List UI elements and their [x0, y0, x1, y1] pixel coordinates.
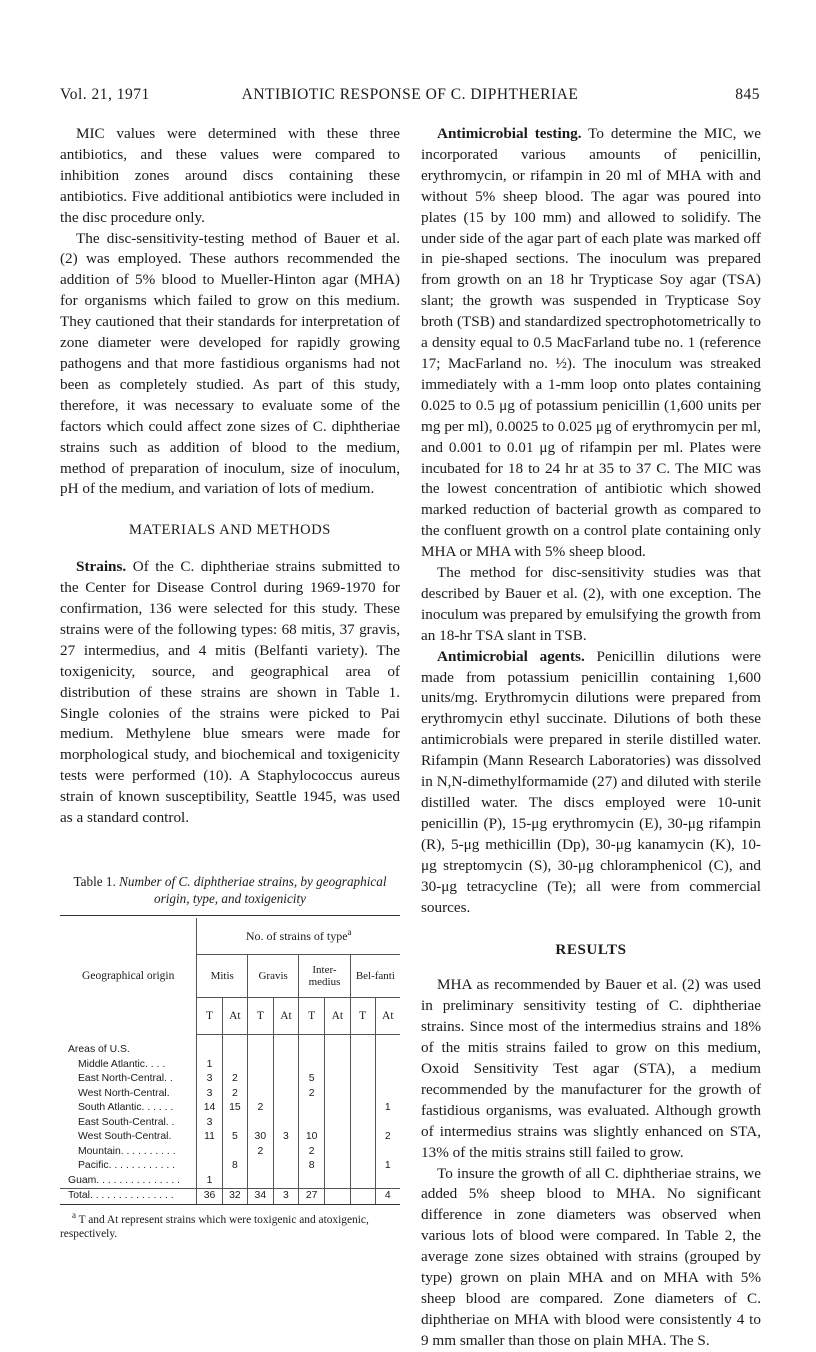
table-cell: 2	[384, 1131, 391, 1142]
strains-runin-heading: Strains.	[76, 558, 127, 576]
table-cell	[273, 1087, 299, 1102]
table-cell	[299, 1101, 325, 1116]
sub-header: At	[222, 998, 247, 1035]
table-cell	[375, 1058, 400, 1073]
table-cell: 1	[197, 1174, 222, 1189]
table-row	[60, 1159, 400, 1174]
row-origin-label: South Atlantic. . . . . .	[60, 1101, 197, 1116]
right-column	[421, 124, 761, 1352]
table-cell: 5	[299, 1072, 325, 1087]
type-mitis: Mitis	[197, 955, 248, 998]
footnote-text: T and At represent strains which were toxigenic and atoxigenic, respectively.	[60, 1213, 369, 1240]
table-cell	[350, 1116, 375, 1131]
table1-section-row	[60, 1043, 400, 1058]
strains-text: Of the C. diphtheriae strains submitted to the Center for Disease Control during 1969-1970 for confirmation, 136 were selected for this study. These strains were of the following types: 68 mitis, 37 gravis, 27 intermedius, and 4 mitis (Belfanti variety). The toxigenicity, source, and geographical area of distribution of these strains are shown in Table 1. Single colonies of the strains were picked to Pai medium. Methylene blue smears were made for morphological study, and biochemical and toxigenicity tests were performed (10). A Staphylococcus aureus strain of known susceptibility, Seattle 1945, was used as a standard control.	[60, 558, 400, 827]
table1-caption-text: Number of C. diphtheriae strains, by geographical origin, type, and toxigenicity	[115, 874, 387, 906]
table-cell	[248, 1087, 274, 1102]
areas-us-label: Areas of U.S.	[60, 1043, 197, 1058]
table-cell: 34	[248, 1189, 274, 1205]
table-cell	[197, 1145, 222, 1160]
group-footnote-mark: a	[347, 926, 352, 937]
table-cell	[299, 1058, 325, 1073]
row-origin-label: East North-Central. .	[60, 1072, 197, 1087]
table-cell	[248, 1058, 274, 1073]
table-cell	[222, 1116, 247, 1131]
table1-header-row	[60, 918, 400, 955]
table-cell	[375, 1087, 400, 1102]
sub-header: At	[325, 998, 351, 1035]
table-cell	[375, 1072, 400, 1087]
paragraph-antimicrobial-agents	[421, 647, 761, 919]
paragraph-results-2: To insure the growth of all C. diphtheriae strains, we added 5% sheep blood to MHA. No significant difference in zone diameters was observed when various lots of blood were compared. In Table 2, the average zone sizes obtained with strains (grouped by type) grown on plain MHA and on MHA with 5% sheep blood are compared. Zone diameters of C. diphtheriae on MHA with blood were consistently 4 to 9 mm smaller than those on plain MHA. The S.	[421, 1164, 761, 1349]
sub-header: T	[350, 998, 375, 1035]
table-cell	[325, 1174, 351, 1189]
table-cell: 2	[299, 1087, 325, 1102]
table-cell: 3	[273, 1130, 299, 1145]
table-cell	[350, 1189, 375, 1205]
table-cell	[222, 1174, 247, 1189]
table-cell	[325, 1101, 351, 1116]
table-row-guam	[60, 1174, 400, 1189]
table-cell	[350, 1174, 375, 1189]
table-cell	[197, 1159, 222, 1174]
table-row	[60, 1116, 400, 1131]
footnote-mark: a	[72, 1209, 76, 1220]
row-origin-label: Pacific. . . . . . . . . . . .	[60, 1159, 197, 1174]
table-cell	[248, 1072, 274, 1087]
origin-column-header: Geographical origin	[60, 918, 197, 1035]
table-cell	[273, 1058, 299, 1073]
table1-caption	[60, 873, 400, 907]
table-cell	[273, 1159, 299, 1174]
paragraph-disc-sensitivity: The method for disc-sensitivity studies was that described by Bauer et al. (2), with one exception. The inoculum was prepared by emulsifying the growth from an 18-hr TSA slant in TSB.	[421, 564, 761, 644]
table-cell: 15	[222, 1101, 247, 1116]
table-cell: 27	[299, 1189, 325, 1205]
type-gravis: Gravis	[248, 955, 299, 998]
row-origin-label: Middle Atlantic. . . .	[60, 1058, 197, 1073]
table-cell	[222, 1058, 247, 1073]
table-cell	[248, 1159, 274, 1174]
table-cell	[325, 1130, 351, 1145]
table-cell: 3	[197, 1116, 222, 1131]
row-origin-label: West South-Central.	[60, 1130, 197, 1145]
table-row	[60, 1058, 400, 1073]
table-row	[60, 1145, 400, 1160]
table-cell: 14	[197, 1101, 222, 1116]
table-cell: 2	[222, 1072, 247, 1087]
table-cell: 5	[222, 1130, 247, 1145]
table-cell: 11	[197, 1130, 222, 1145]
type-belfanti: Bel-fanti	[350, 955, 400, 998]
table-cell	[248, 1174, 274, 1189]
table-cell	[350, 1072, 375, 1087]
table-cell	[325, 1145, 351, 1160]
table-cell	[375, 1116, 400, 1131]
table-row	[60, 1130, 400, 1145]
table-cell: 2	[248, 1101, 274, 1116]
materials-methods-heading: MATERIALS AND METHODS	[129, 522, 331, 539]
table-cell	[375, 1174, 400, 1189]
table-cell: 4	[375, 1189, 400, 1205]
sub-header: T	[299, 998, 325, 1035]
results-heading: RESULTS	[555, 942, 627, 959]
type-intermedius: Inter-medius	[299, 955, 351, 998]
table-row-total	[60, 1189, 400, 1205]
antimicrobial-agents-text: Penicillin dilutions were made from potassium penicillin containing 1,600 units/mg. Erythromycin dilutions were prepared from erythromycin ethyl succinate. Dilutions of both these antimicrobials were prepared in sterile distilled water. Rifampin (Mann Research Laboratories) was dissolved in N,N-dimethylformamide (27) and diluted with sterile distilled water. The discs employed were 10-unit penicillin (P), 15-μg erythromycin (E), 30-μg rifampin (R), 5-μg methicillin (Dp), 30-μg kanamycin (K), 10-μg streptomycin (S), 30-μg chloramphenicol (C), and 30-μg tetracycline (Te); all were from commercial sources.	[421, 647, 761, 916]
row-origin-label: Total. . . . . . . . . . . . . . .	[60, 1189, 197, 1205]
table-cell	[350, 1087, 375, 1102]
table-cell: 1	[384, 1160, 391, 1171]
sub-header: T	[248, 998, 274, 1035]
table-row	[60, 1101, 400, 1116]
table-cell	[325, 1072, 351, 1087]
table-cell: 30	[248, 1130, 274, 1145]
table-cell	[325, 1159, 351, 1174]
table-cell: 8	[222, 1159, 247, 1174]
paragraph-results-1: MHA as recommended by Bauer et al. (2) was used in preliminary sensitivity testing of C. diphtheriae strains. Since most of the intermedius strains and 18% of the mitis strains failed to grow on this medium, Oxoid Sensitivity Test agar (STA), a medium recommended by the manufacturer for the growth of fastidious organisms, was evaluated. Although growth of intermedius strains was slightly enhanced on STA, 13% of the mitis strains still failed to grow.	[421, 976, 761, 1161]
table-cell	[299, 1174, 325, 1189]
table-cell: 8	[299, 1159, 325, 1174]
table-cell	[325, 1116, 351, 1131]
type-group-header: No. of strains of type$^a$	[245, 926, 352, 943]
antimicrobial-testing-text: To determine the MIC, we incorporated various amounts of penicillin, erythromycin, or rifampin in 20 ml of MHA with and without 5% sheep blood. The agar was poured into plates (15 by 100 mm) and allowed to solidify. The under side of the agar part of each plate was marked off in pie-shaped sections. The inoculum was prepared from growth on an 18 hr Trypticase Soy agar (TSA) slant; the growth was suspended in Trypticase Soy broth (TSB) and standardized spectrophotometrically to a density equal to 0.5 MacFarland tube no. 1 (reference 17; MacFarland no. ½). The inoculum was streaked immediately with a 1-mm loop onto plates containing 0.025 to 0.5 μg of potassium penicillin (1,600 units per mg per ml), 0.0025 to 0.025 μg of erythromycin per ml, and 0.001 to 0.01 μg of rifampin per ml. Plates were incubated for 18 to 24 hr at 35 to 37 C. The MIC was the lowest concentration of antibiotic which showed marked reduction of bacterial growth as compared to the confluent growth on a control plate containing only MHA or MHA with 5% sheep blood.	[421, 125, 761, 561]
table-row	[60, 1087, 400, 1102]
left-column	[60, 124, 400, 1242]
running-header	[60, 86, 760, 110]
running-title: ANTIBIOTIC RESPONSE OF C. DIPHTHERIAE	[241, 86, 579, 103]
sub-header: T	[197, 998, 222, 1035]
row-origin-label: East South-Central. .	[60, 1116, 197, 1131]
table-cell	[222, 1145, 247, 1160]
table-cell	[273, 1072, 299, 1087]
table-cell	[350, 1145, 375, 1160]
table1-label: Table 1.	[73, 874, 116, 889]
antimicrobial-agents-runin: Antimicrobial agents.	[437, 647, 585, 665]
table-cell	[325, 1058, 351, 1073]
table-cell	[350, 1159, 375, 1174]
table-cell: 1	[197, 1058, 222, 1073]
table-cell	[273, 1101, 299, 1116]
page-number: 845	[735, 86, 760, 103]
paragraph-strains	[60, 557, 400, 829]
table-cell: 36	[197, 1189, 222, 1205]
paragraph-antimicrobial-testing	[421, 124, 761, 563]
row-origin-label: Guam. . . . . . . . . . . . . . .	[60, 1174, 197, 1189]
volume-label: Vol. 21, 1971	[60, 86, 150, 103]
table-cell: 32	[222, 1189, 247, 1205]
sub-header: At	[273, 998, 299, 1035]
table-cell	[350, 1130, 375, 1145]
table-cell	[325, 1189, 351, 1205]
table-cell: 1	[384, 1102, 391, 1113]
table-cell: 3	[273, 1189, 299, 1205]
table-cell	[273, 1145, 299, 1160]
table-cell: 2	[222, 1087, 247, 1102]
sub-header: At	[375, 998, 400, 1035]
table1-footnote	[60, 1209, 400, 1242]
table-cell: 2	[299, 1145, 325, 1160]
antimicrobial-testing-runin: Antimicrobial testing.	[437, 125, 582, 142]
table-cell	[273, 1116, 299, 1131]
table-row	[60, 1072, 400, 1087]
table-cell	[273, 1174, 299, 1189]
table-cell	[248, 1116, 274, 1131]
table-cell	[350, 1058, 375, 1073]
paragraph-disc-method: The disc-sensitivity-testing method of Bauer et al. (2) was employed. These authors recommended the addition of 5% blood to Mueller-Hinton agar (MHA) for organisms which failed to grow on this medium. They cautioned that their standards for interpretation of zone diameter were developed for rapidly growing pathogens and that more fastidious organisms had not been as completely studied. As part of this study, therefore, it was necessary to evaluate some of the factors which could affect zone sizes of C. diphtheriae strains such as addition of blood to the medium, method of preparation of inoculum, size of inoculum, pH of the medium, and variation of lots of medium.	[60, 229, 400, 498]
row-origin-label: West North-Central.	[60, 1087, 197, 1102]
table-cell: 10	[299, 1130, 325, 1145]
table-cell	[350, 1101, 375, 1116]
table-cell	[299, 1116, 325, 1131]
paragraph-mic-values: MIC values were determined with these three antibiotics, and these values were compared to inhibition zones around discs containing these antibiotics. Five additional antibiotics were included in the disc procedure only.	[60, 125, 400, 226]
table-cell: 3	[197, 1072, 222, 1087]
table-cell: 2	[248, 1145, 274, 1160]
table1	[60, 915, 400, 1205]
table-cell: 3	[197, 1087, 222, 1102]
row-origin-label: Mountain. . . . . . . . . .	[60, 1145, 197, 1160]
table-cell	[375, 1145, 400, 1160]
table-cell	[325, 1087, 351, 1102]
